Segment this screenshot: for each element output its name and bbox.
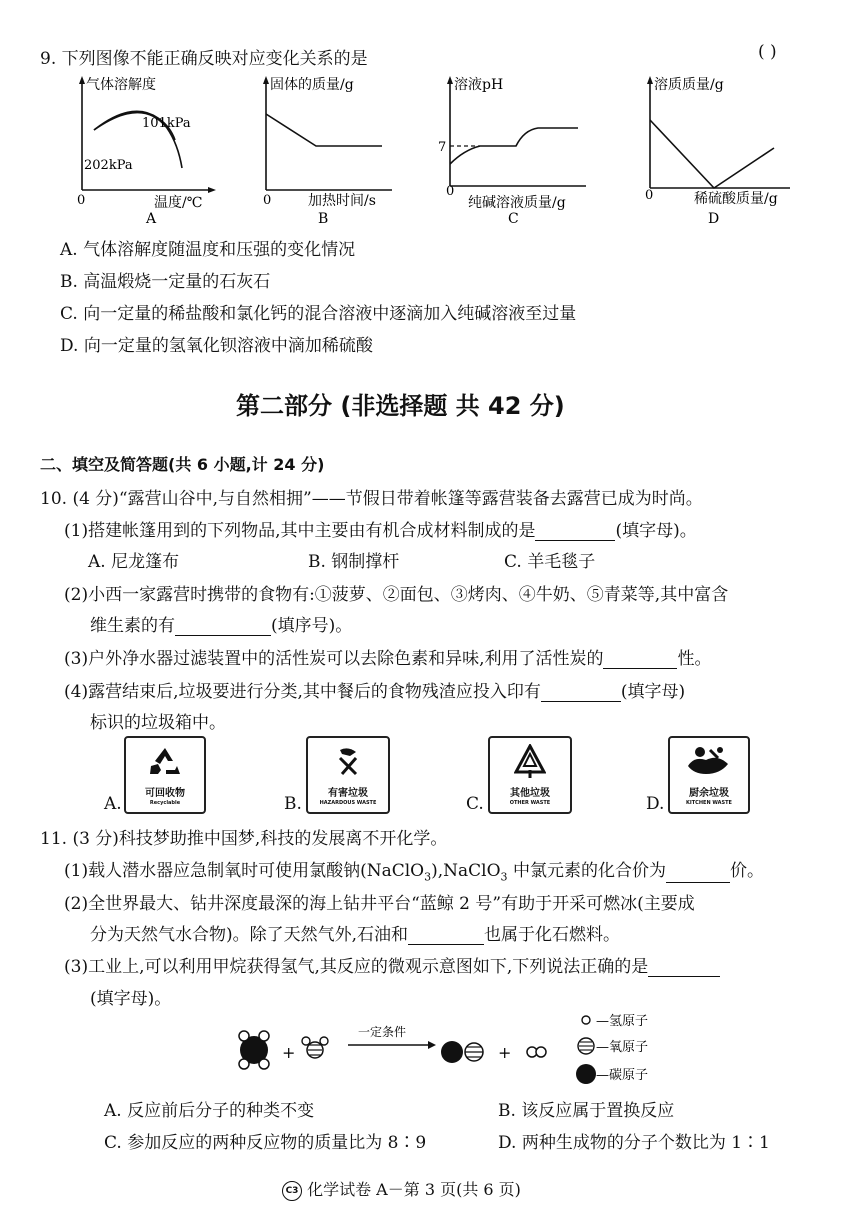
chart-a-x-arrow [208, 187, 216, 193]
chart-d-origin: 0 [645, 188, 654, 203]
reaction-diagram [232, 1012, 712, 1092]
legend-hydrogen-label: —氢原子 [596, 1014, 649, 1029]
chart-c-xlabel: 纯碱溶液质量/g [468, 195, 566, 211]
chart-a-y-arrow [79, 76, 85, 84]
chart-c-letter: C [508, 211, 519, 227]
chart-b-xlabel: 加热时间/s [308, 193, 376, 209]
q11-part1-hint: 价。 [729, 861, 764, 881]
legend-carbon-label: —碳原子 [596, 1068, 649, 1083]
q11-part1-text-c: 中氯元素的化合价为 [507, 861, 666, 881]
chart-a-xlabel: 温度/℃ [154, 195, 203, 211]
q10-part1 [64, 516, 697, 541]
plus-sign-1: + [282, 1043, 296, 1062]
q11-part1 [64, 856, 764, 883]
battery-icon [334, 746, 362, 778]
page-footer [282, 1177, 521, 1201]
chart-d-y-arrow [647, 76, 653, 84]
q11-part3-blank[interactable] [648, 958, 720, 977]
q9-option-d: D. 向一定量的氢氧化钡溶液中滴加稀硫酸 [60, 336, 373, 356]
reaction-condition: 一定条件 [358, 1025, 407, 1039]
q11-stem: 11. (3 分)科技梦助推中国梦,科技的发展离不开化学。 [40, 829, 448, 849]
legend-oxygen-label: —氧原子 [596, 1040, 649, 1055]
water-molecule [302, 1037, 328, 1058]
chart-a [62, 70, 232, 230]
q10-part1-blank[interactable] [535, 522, 615, 541]
q11-part2-hint: 也属于化石燃料。 [484, 925, 621, 945]
bin-recyclable [124, 736, 206, 814]
q11-part3-line1 [64, 952, 720, 977]
legend-oxygen [578, 1038, 648, 1055]
chart-c [428, 70, 598, 230]
q11-part1-text-b: ),NaClO [431, 861, 501, 881]
chart-b-ylabel: 固体的质量/g [270, 77, 354, 93]
q11-part3-text: (3)工业上,可以利用甲烷获得氢气,其反应的微观示意图如下,下列说法正确的是 [64, 957, 649, 977]
chart-d-xlabel: 稀硫酸质量/g [694, 191, 778, 207]
chart-c-curve [450, 128, 578, 164]
q10-part3-blank[interactable] [603, 650, 677, 669]
q10-part4-text: (4)露营结束后,垃圾要进行分类,其中餐后的食物残渣应投入印有 [64, 682, 541, 702]
bin-a-en: Recyclable [149, 800, 181, 806]
chart-c-ylabel: 溶液pH [454, 77, 504, 93]
chart-a-origin: 0 [77, 193, 86, 208]
carbon-monoxide-molecule [441, 1041, 483, 1063]
chart-b [254, 70, 404, 230]
part2-title: 第二部分 (非选择题 共 42 分) [236, 392, 565, 420]
bin-d-en: KITCHEN WASTE [686, 800, 732, 806]
q11-option-d: D. 两种生成物的分子个数比为 1∶1 [498, 1133, 770, 1153]
chart-b-y-arrow [263, 76, 269, 84]
q11-part1-sub-a: 3 [424, 870, 432, 884]
reaction-arrowhead [428, 1041, 436, 1049]
q10-part2-text: 维生素的有 [90, 616, 175, 636]
q10-part3-text: (3)户外净水器过滤装置中的活性炭可以去除色素和异味,利用了活性炭的 [64, 649, 604, 669]
bin-c-cn: 其他垃圾 [510, 788, 550, 799]
q10-part4-line2: 标识的垃圾箱中。 [90, 713, 226, 733]
footer-badge: C3 [282, 1181, 302, 1201]
q10-part4-blank[interactable] [541, 683, 621, 702]
chart-d [628, 70, 818, 230]
q10-part2-line2 [90, 611, 352, 636]
bin-hazardous [306, 736, 390, 814]
q10-part2-line1: (2)小西一家露营时携带的食物有:①菠萝、②面包、③烤肉、④牛奶、⑤青菜等,其中富含 [64, 585, 729, 605]
chart-a-label-101kpa: 101kPa [142, 116, 191, 131]
chart-a-letter: A [146, 211, 157, 227]
q10-part4-hint: (填字母) [620, 682, 686, 702]
recycle-icon [148, 746, 182, 778]
q11-part2-blank[interactable] [408, 926, 484, 945]
chart-a-ylabel: 气体溶解度 [86, 77, 156, 93]
plus-sign-2: + [498, 1043, 512, 1062]
chart-b-line [266, 114, 382, 146]
bin-b-letter: B. [284, 794, 302, 814]
chart-c-y-arrow [447, 76, 453, 84]
q9-option-a: A. 气体溶解度随温度和压强的变化情况 [60, 240, 356, 260]
chart-c-origin: 0 [446, 184, 455, 199]
q10-p1-opt-a: A. 尼龙篷布 [88, 552, 180, 572]
bin-d-letter: D. [646, 794, 665, 814]
q11-part1-blank[interactable] [666, 864, 730, 883]
q9-stem: 9. 下列图像不能正确反映对应变化关系的是 [40, 49, 368, 69]
chart-b-origin: 0 [263, 193, 272, 208]
q10-part2-blank[interactable] [175, 617, 271, 636]
footer-text: 化学试卷 A－第 3 页(共 6 页) [307, 1180, 521, 1199]
bin-other [488, 736, 572, 814]
bin-b-cn: 有害垃圾 [328, 788, 368, 799]
bin-c-en: OTHER WASTE [509, 800, 551, 806]
bin-d-cn: 厨余垃圾 [689, 788, 729, 799]
q11-option-b: B. 该反应属于置换反应 [498, 1101, 675, 1121]
bin-b-en: HAZARDOUS WASTE [319, 800, 377, 806]
q11-part1-sub-b: 3 [500, 870, 508, 884]
q10-part2-hint: (填序号)。 [271, 616, 353, 636]
section2-heading: 二、填空及简答题(共 6 小题,计 24 分) [40, 455, 325, 474]
q10-part1-text: (1)搭建帐篷用到的下列物品,其中主要由有机合成材料制成的是 [64, 521, 536, 541]
q11-part2-line1: (2)全世界最大、钻井深度最深的海上钻井平台“蓝鲸 2 号”有助于开采可燃冰(主要成 [64, 894, 695, 914]
q10-p1-opt-b: B. 钢制撑杆 [308, 552, 400, 572]
q9-option-c: C. 向一定量的稀盐酸和氯化钙的混合溶液中逐滴加入纯碱溶液至过量 [60, 304, 577, 324]
other-waste-icon [514, 744, 546, 778]
q9-answer-paren: ( ) [758, 42, 777, 62]
q11-part1-text-a: (1)载人潜水器应急制氧时可使用氯酸钠(NaClO [64, 861, 425, 881]
q10-stem: 10. (4 分)“露营山谷中,与自然相拥”——节假日带着帐篷等露营装备去露营已成为时尚。 [40, 489, 703, 509]
methane-molecule [239, 1031, 269, 1069]
q11-option-c: C. 参加反应的两种反应物的质量比为 8∶9 [104, 1133, 427, 1153]
q10-part4-line1 [64, 677, 685, 702]
chart-d-ylabel: 溶质质量/g [654, 77, 724, 93]
food-waste-icon [684, 744, 732, 780]
q11-option-a: A. 反应前后分子的种类不变 [104, 1101, 315, 1121]
q10-part3 [64, 644, 711, 669]
q9-option-b: B. 高温煅烧一定量的石灰石 [60, 272, 271, 292]
q11-part2-line2 [90, 920, 620, 945]
chart-b-letter: B [318, 211, 329, 227]
q10-p1-opt-c: C. 羊毛毯子 [504, 552, 596, 572]
legend-carbon [576, 1064, 648, 1084]
q11-part2-text: 分为天然气水合物)。除了天然气外,石油和 [90, 925, 409, 945]
chart-d-line [650, 120, 774, 188]
bin-c-letter: C. [466, 794, 484, 814]
q11-part3-line2: (填字母)。 [90, 989, 172, 1009]
bin-a-cn: 可回收物 [145, 788, 185, 799]
chart-a-label-202kpa: 202kPa [84, 158, 133, 173]
chart-d-letter: D [708, 211, 720, 227]
bin-a-letter: A. [104, 794, 122, 814]
q10-part3-hint: 性。 [677, 649, 712, 669]
q10-part1-hint: (填字母)。 [615, 521, 697, 541]
bin-kitchen [668, 736, 750, 814]
hydrogen-molecule [527, 1047, 546, 1057]
chart-c-tick-7: 7 [438, 140, 447, 155]
legend-hydrogen [582, 1014, 648, 1029]
